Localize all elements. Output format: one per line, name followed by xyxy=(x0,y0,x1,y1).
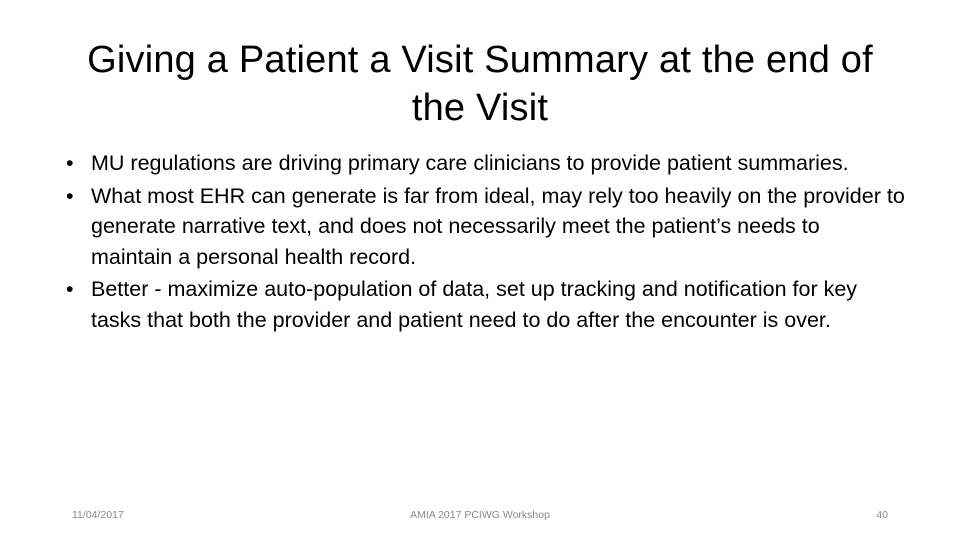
bullet-list xyxy=(66,148,906,337)
bullet-text: What most EHR can generate is far from ideal, may rely too heavily on the provider to generate narrative text, and does not necessarily meet the patient’s needs to maintain a personal health record. xyxy=(91,183,905,269)
slide-number: 40 xyxy=(876,509,888,521)
bullet-text: Better - maximize auto-population of data, set up tracking and notification for key tasks that both the provider and patient need to do after the encounter is over. xyxy=(91,277,858,332)
footer-title: AMIA 2017 PCIWG Workshop xyxy=(410,509,550,521)
bullet-text: MU regulations are driving primary care clinicians to provide patient summaries. xyxy=(91,151,849,175)
bullet-item xyxy=(66,181,906,273)
bullet-item xyxy=(66,148,906,179)
bullet-item xyxy=(66,274,906,335)
footer-date: 11/04/2017 xyxy=(72,509,124,521)
bullet-icon: • xyxy=(66,151,74,175)
bullet-icon: • xyxy=(66,277,74,301)
slide-title xyxy=(60,36,900,132)
slide-title-line-1: Giving a Patient a Visit Summary at the end of xyxy=(87,39,873,81)
bullet-icon: • xyxy=(66,183,74,208)
slide-title-line-2: the Visit xyxy=(411,87,549,129)
